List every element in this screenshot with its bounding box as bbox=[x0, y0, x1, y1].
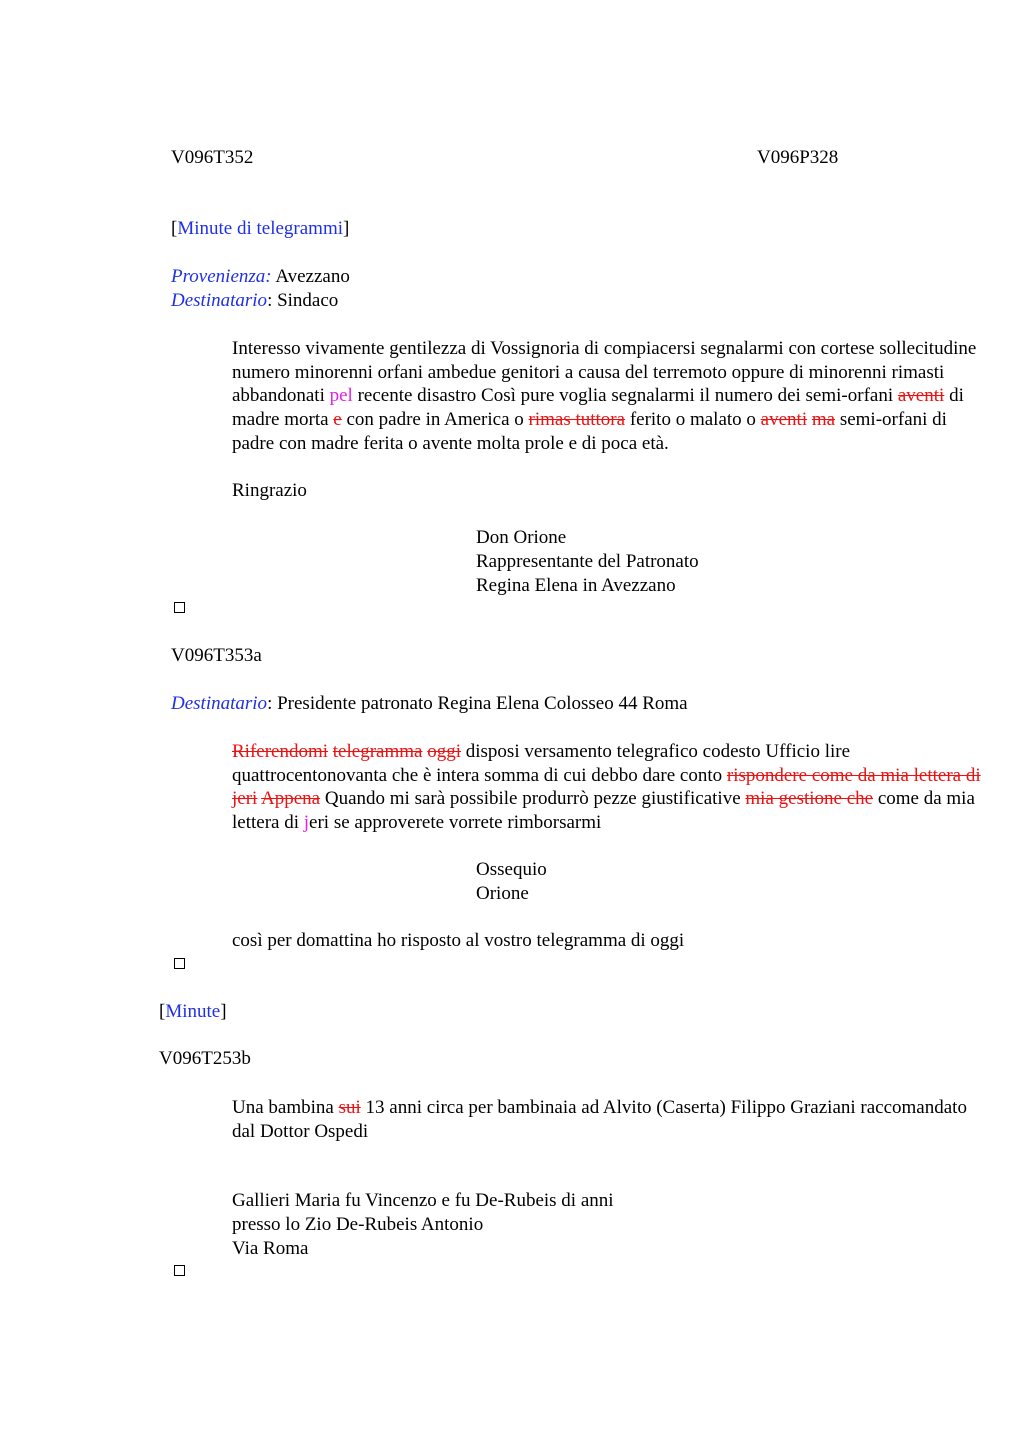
deleted-text: e bbox=[333, 409, 342, 431]
body-text: Interesso vivamente gentilezza di Vossignoria di compiacersi segnalarmi con cortese sollecitudine numero minorenni orfani ambedue genitori a causa del terremoto oppure di minorenni rimasti abbandonati bbox=[232, 338, 977, 407]
deleted-text: oggi bbox=[427, 741, 461, 762]
closing-thanks: Ringrazio bbox=[232, 480, 307, 501]
signature-line: Rappresentante del Patronato bbox=[476, 551, 699, 572]
deleted-text: sui bbox=[338, 1097, 361, 1118]
signature-line: Regina Elena in Avezzano bbox=[476, 575, 676, 596]
body-text: Una bambina bbox=[232, 1097, 339, 1118]
deleted-text: aventi bbox=[897, 385, 945, 407]
separator-box-icon bbox=[174, 602, 185, 613]
page-reference: V096P328 bbox=[757, 147, 839, 168]
body-text: ferito o malato o bbox=[625, 409, 761, 431]
address-line: Gallieri Maria fu Vincenzo e fu De-Rubeis di anni bbox=[232, 1190, 614, 1211]
heading-text: Minute di telegrammi bbox=[177, 218, 344, 239]
recipient-line bbox=[171, 693, 688, 715]
section-heading: [Minute di telegrammi] bbox=[171, 218, 350, 239]
deleted-text: rimas tuttora bbox=[528, 409, 626, 431]
inserted-text: j bbox=[303, 812, 310, 834]
deleted-text: Riferendomi bbox=[232, 741, 329, 762]
recipient-label: Destinatario bbox=[171, 693, 268, 714]
section-heading: [Minute] bbox=[159, 1001, 227, 1022]
heading-text: Minute bbox=[165, 1001, 221, 1022]
address-line: presso lo Zio De-Rubeis Antonio bbox=[232, 1214, 484, 1235]
recipient-line bbox=[171, 290, 338, 312]
separator-box-icon bbox=[174, 1265, 185, 1276]
telegram-body bbox=[171, 337, 992, 456]
body-text: recente disastro Così pure voglia segnalarmi il numero dei semi-orfani bbox=[352, 385, 898, 407]
document-id: V096T353a bbox=[171, 645, 262, 666]
signature-line: Don Orione bbox=[476, 527, 567, 548]
recipient-value: : Presidente patronato Regina Elena Colosseo 44 Roma bbox=[267, 693, 688, 714]
note-line: così per domattina ho risposto al vostro telegramma di oggi bbox=[232, 930, 685, 951]
signature-line: Orione bbox=[476, 883, 529, 904]
address-line: Via Roma bbox=[232, 1238, 309, 1259]
body-text: come da mia lettera di bbox=[232, 788, 975, 834]
deleted-text: rispondere come da mia lettera di jeri bbox=[232, 764, 981, 810]
recipient-label: Destinatario bbox=[171, 290, 268, 311]
body-text: 13 anni circa per bambinaia ad Alvito (Caserta) Filippo Graziani raccomandato dal Dottor Ospedi bbox=[232, 1097, 967, 1142]
provenance-label: Provenienza: bbox=[171, 266, 272, 287]
provenance-value: Avezzano bbox=[275, 266, 350, 287]
deleted-text: mia gestione che bbox=[745, 788, 874, 810]
body-text: di madre morta bbox=[232, 385, 964, 431]
document-id: V096T352 bbox=[171, 147, 254, 168]
body-text: semi-orfani di padre con madre ferita o avente molta prole e di poca età. bbox=[232, 409, 947, 454]
inserted-text: pel bbox=[329, 385, 353, 407]
recipient-value: : Sindaco bbox=[267, 290, 339, 311]
signature-line: Ossequio bbox=[476, 859, 547, 880]
deleted-text: aventi bbox=[760, 409, 808, 431]
deleted-text: Appena bbox=[261, 788, 321, 810]
provenance-line bbox=[171, 266, 350, 288]
body-text: con padre in America o bbox=[341, 409, 529, 431]
deleted-text: telegramma bbox=[332, 741, 423, 762]
document-id: V096T253b bbox=[159, 1048, 251, 1069]
minute-body bbox=[171, 1096, 992, 1143]
body-text: disposi versamento telegrafico codesto Ufficio lire quattrocentonovanta che è intera somma di cui debbo dare conto bbox=[232, 741, 851, 786]
body-text: Quando mi sarà possibile produrrò pezze giustificative bbox=[320, 788, 746, 810]
separator-box-icon bbox=[174, 958, 185, 969]
deleted-text: ma bbox=[811, 409, 836, 431]
telegram-body bbox=[171, 740, 992, 835]
body-text: eri se approverete vorrete rimborsarmi bbox=[309, 812, 602, 834]
